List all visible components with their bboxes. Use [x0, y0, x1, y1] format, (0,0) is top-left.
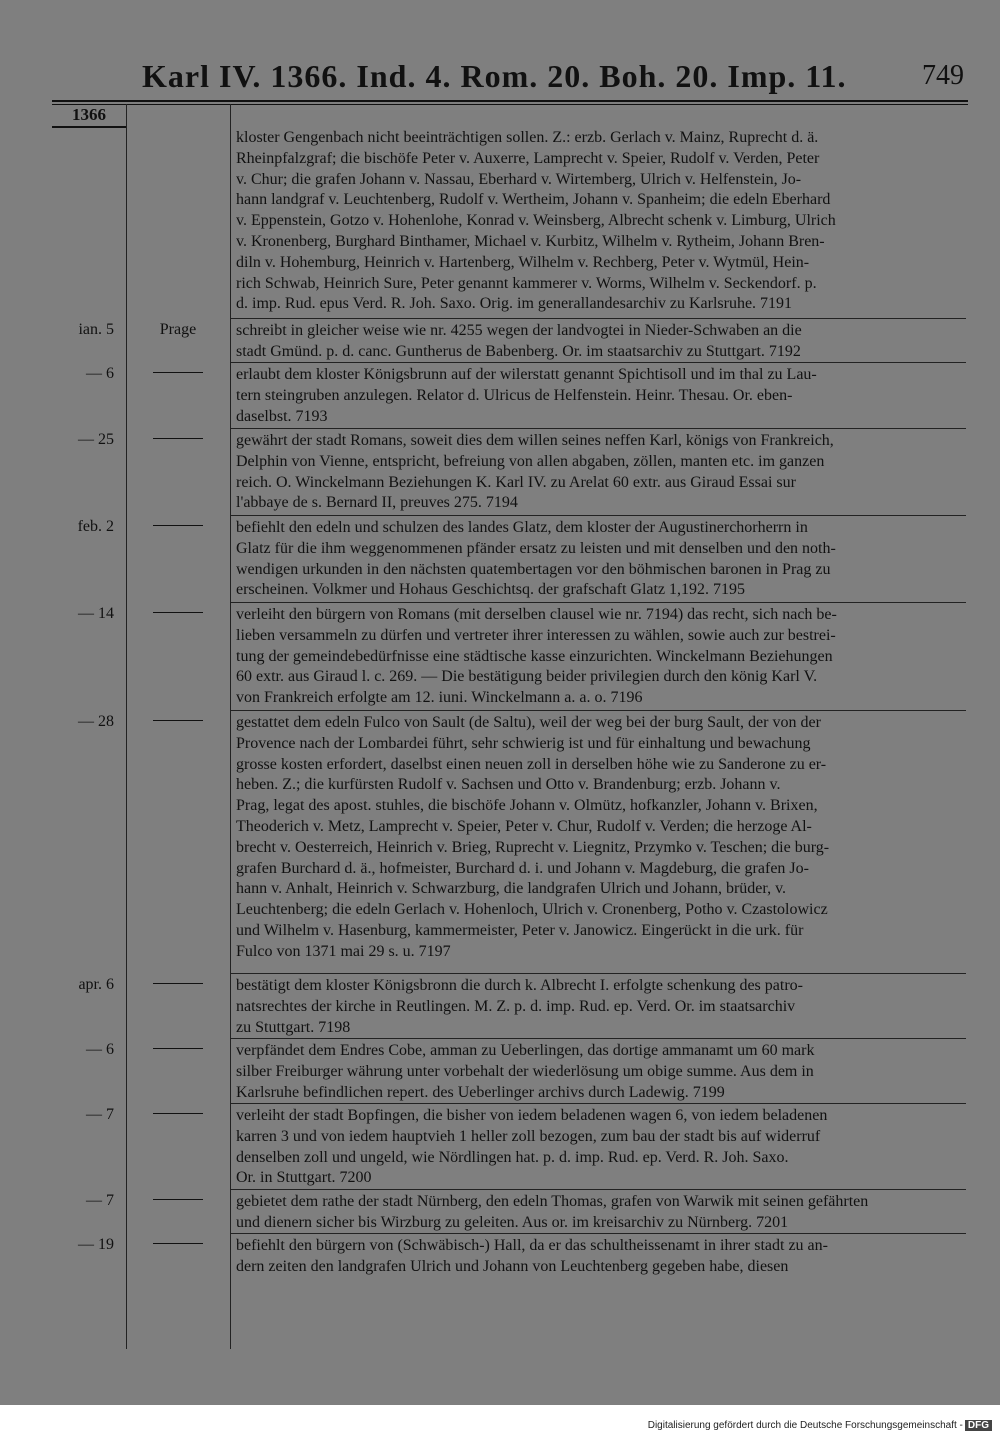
entry-text: kloster Gengenbach nicht beeinträchtigen sollen. Z.: erzb. Gerlach v. Mainz, Ruprecht d. ä. Rheinpfalzgraf; die bischöfe Peter v. Auxerre, Lamprecht v. Speier, Rudolf v. Verden, Peter v. Chur; die grafen Johann v. Nassau, Eberhard v. Wirtemberg, Ulrich v. Helfenstein, Jo- hann landgraf v. Leuchtenberg, Rudolf v. Wertheim, Johann v. Spanheim; die edeln Eberhard v. Eppenstein, Gotzo v. Hohenlohe, Konrad v. Weinsberg, Albrecht schenk v. Limburg, Ulrich v. Kronenberg, Burghard Binthamer, Michael v. Kurbitz, Wilhelm v. Rytheim, Johann Bren- diln v. Hohemburg, Heinrich v. Hartenberg, Wilhelm v. Rechberg, Peter v. Wytmül, Hein- rich Schwab, Heinrich Sure, Peter genannt kammerer v. Worms, Wilhelm v. Seckendorf. p. d. imp. Rud. epus Verd. R. Joh. Saxo. Orig. im generallandesarchiv zu Karlsruhe. 7191: [236, 129, 836, 313]
entry-date: — 14: [78, 605, 114, 622]
ditto-rule: [153, 612, 203, 613]
entry-date: — 19: [78, 1236, 114, 1253]
ditto-rule: [153, 1048, 203, 1049]
entry-date: — 6: [86, 365, 114, 382]
entry-separator: [230, 973, 966, 974]
header-rule-thin: [52, 104, 968, 105]
entry-text: gewährt der stadt Romans, soweit dies dem willen seines neffen Karl, königs von Frankreich, Delphin von Vienne, entspricht, befreiung von allen abgaben, zöllen, manten etc. im ganzen reich. O. Winckelmann Beziehungen K. Karl IV. zu Arelat 60 extr. aus Giraud Essai sur l'abbaye de s. Bernard II, preuves 275. 7194: [236, 432, 834, 512]
entry-separator: [230, 318, 966, 319]
entry-place: [132, 1236, 224, 1254]
entry-separator: [230, 1038, 966, 1039]
entry-separator: [230, 515, 966, 516]
entry-place: [132, 713, 224, 731]
entry-place: Prage: [159, 321, 197, 338]
ditto-rule: [153, 720, 203, 721]
ditto-rule: [153, 983, 203, 984]
entry-place: [132, 1106, 224, 1124]
entry-place: [132, 605, 224, 623]
entry-text: befiehlt den edeln und schulzen des landes Glatz, dem kloster der Augustinerchorherrn in Glatz für die ihm weggenommenen pfänder ersatz zu leisten und mit denselben und den noth- wendigen urkunden in den nächsten quatembertagen vor den böhmischen baronen in Prag zu erscheinen. Volkmer und Hohaus Geschichtsq. der grafschaft Glatz 1,192. 7195: [236, 519, 836, 599]
entry-date: feb. 2: [77, 518, 114, 535]
entry-text: gestattet dem edeln Fulco von Sault (de Saltu), weil der weg bei der burg Sault, der von der Provence nach der Lombardei führt, sehr schwierig ist und für einhaltung und bewachung grosse kosten erfordert, daselbst einen neuen zoll in derselben höhe wie zu Sanderone zu er- heben. Z.; die kurfürsten Rudolf v. Sachsen und Otto v. Brandenburg; erzb. Johann v. Prag, legat des apost. stuhles, die bischöfe Johann v. Olmütz, hofkanzler, Johann v. Brixen, Theoderich v. Metz, Lamprecht v. Speier, Peter v. Chur, Rudolf v. Verden; die herzoge Al- brecht v. Oesterreich, Heinrich v. Brieg, Ruprecht v. Liegnitz, Przymko v. Teschen; die burg- grafen Burchard d. ä., hofmeister, Burchard d. i. und Johann v. Magdeburg, die grafen Jo- hann v. Anhalt, Heinrich v. Schwarzburg, die landgrafen Ulrich und Johann, brüder, v. Leuchtenberg; die edeln Gerlach v. Hohenloch, Ulrich v. Cronenberg, Potho v. Czastolowicz und Wilhelm v. Hasenburg, kammermeister, Peter v. Janowicz. Eingerückt in die urk. für Fulco von 1371 mai 29 s. u. 7197: [236, 714, 830, 960]
entry-date: — 25: [78, 431, 114, 448]
entry-date: apr. 6: [78, 976, 114, 993]
entry-text: schreibt in gleicher weise wie nr. 4255 wegen der landvogtei in Nieder-Schwaben an die stadt Gmünd. p. d. canc. Guntherus de Babenberg. Or. im staatsarchiv zu Stuttgart. 7192: [236, 322, 802, 360]
entry-place: [132, 1041, 224, 1059]
header-rule: [52, 100, 968, 102]
entry-date: — 6: [86, 1041, 114, 1058]
entry-separator: [230, 1233, 966, 1234]
entry-text: befiehlt den bürgern von (Schwäbisch-) Hall, da er das schultheissenamt in ihrer stadt zu an- dern zeiten den landgrafen Ulrich und Johann von Leuchtenberg gegeben habe, diesen: [236, 1237, 828, 1275]
footer-text: Digitalisierung gefördert durch die Deutsche Forschungsgemeinschaft -: [647, 1420, 963, 1431]
ditto-rule: [153, 1113, 203, 1114]
ditto-rule: [153, 438, 203, 439]
entry-separator: [230, 428, 966, 429]
entry-separator: [230, 362, 966, 363]
entry-place: [132, 365, 224, 383]
entry-date: ian. 5: [78, 321, 114, 338]
entry-text: erlaubt dem kloster Königsbrunn auf der wilerstatt genannt Spichtisoll und im thal zu Lau- tern steingruben anzulegen. Relator d. Ulricus de Helfenstein. Heinr. Thesau. Or. eben- daselbst. 7193: [236, 366, 817, 425]
page-header: [0, 58, 1000, 98]
footer-credit: [648, 1420, 992, 1431]
dfg-logo: DFG: [965, 1420, 992, 1431]
ditto-rule: [153, 1199, 203, 1200]
entry-separator: [230, 1189, 966, 1190]
ditto-rule: [153, 1243, 203, 1244]
entry-place: [132, 1192, 224, 1210]
column-divider-place: [230, 104, 231, 1349]
entry-separator: [230, 1103, 966, 1104]
page-number: 749: [922, 60, 964, 91]
entry-date: — 28: [78, 713, 114, 730]
entry-date: — 7: [86, 1192, 114, 1209]
entry-separator: [230, 710, 966, 711]
entry-place: [132, 518, 224, 536]
entry-text: verpfändet dem Endres Cobe, amman zu Ueberlingen, das dortige ammanamt um 60 mark silber Freiburger währung unter vorbehalt der wiederlösung um obige summe. Aus dem in Karlsruhe befindlichen repert. des Ueberlinger archivs durch Ladewig. 7199: [236, 1042, 815, 1101]
page-title: Karl IV. 1366. Ind. 4. Rom. 20. Boh. 20. Imp. 11.: [142, 58, 847, 94]
entry-date: — 7: [86, 1106, 114, 1123]
entry-text: gebietet dem rathe der stadt Nürnberg, den edeln Thomas, grafen von Warwik mit seinen gefährten und dienern sicher bis Wirzburg zu geleiten. Aus or. im kreisarchiv zu Nürnberg. 7201: [236, 1193, 869, 1231]
ditto-rule: [153, 525, 203, 526]
year-label: 1366: [52, 104, 127, 128]
entry-place: [132, 976, 224, 994]
entry-text: verleiht der stadt Bopfingen, die bisher von iedem beladenen wagen 6, von iedem beladenen karren 3 und von iedem hauptvieh 1 heller zoll bezogen, zum bau der stadt bis auf widerruf denselben zoll und ungeld, wie Nördlingen hat. p. d. imp. Rud. ep. Verd. R. Joh. Saxo. Or. in Stuttgart. 7200: [236, 1107, 828, 1187]
entry-text: verleiht den bürgern von Romans (mit derselben clausel wie nr. 7194) das recht, sich nach be- lieben versammeln zu dürfen und vertreter ihrer interessen zu wählen, sowie auch zur bestrei- tung der gemeindebedürfnisse eine städtische kasse einzurichten. Winckelmann Beziehungen 60 extr. aus Giraud l. c. 269. — Die bestätigung beider privilegien durch den könig Karl V. von Frankreich erfolgte am 12. iuni. Winckelmann a. a. o. 7196: [236, 606, 837, 707]
ditto-rule: [153, 372, 203, 373]
entry-separator: [230, 602, 966, 603]
entry-text: bestätigt dem kloster Königsbronn die durch k. Albrecht I. erfolgte schenkung des patro- natsrechtes der kirche in Reutlingen. M. Z. p. d. imp. Rud. ep. Verd. Or. im staatsarchiv zu Stuttgart. 7198: [236, 977, 803, 1036]
entry-place: [132, 431, 224, 449]
column-divider-date: [126, 104, 127, 1349]
